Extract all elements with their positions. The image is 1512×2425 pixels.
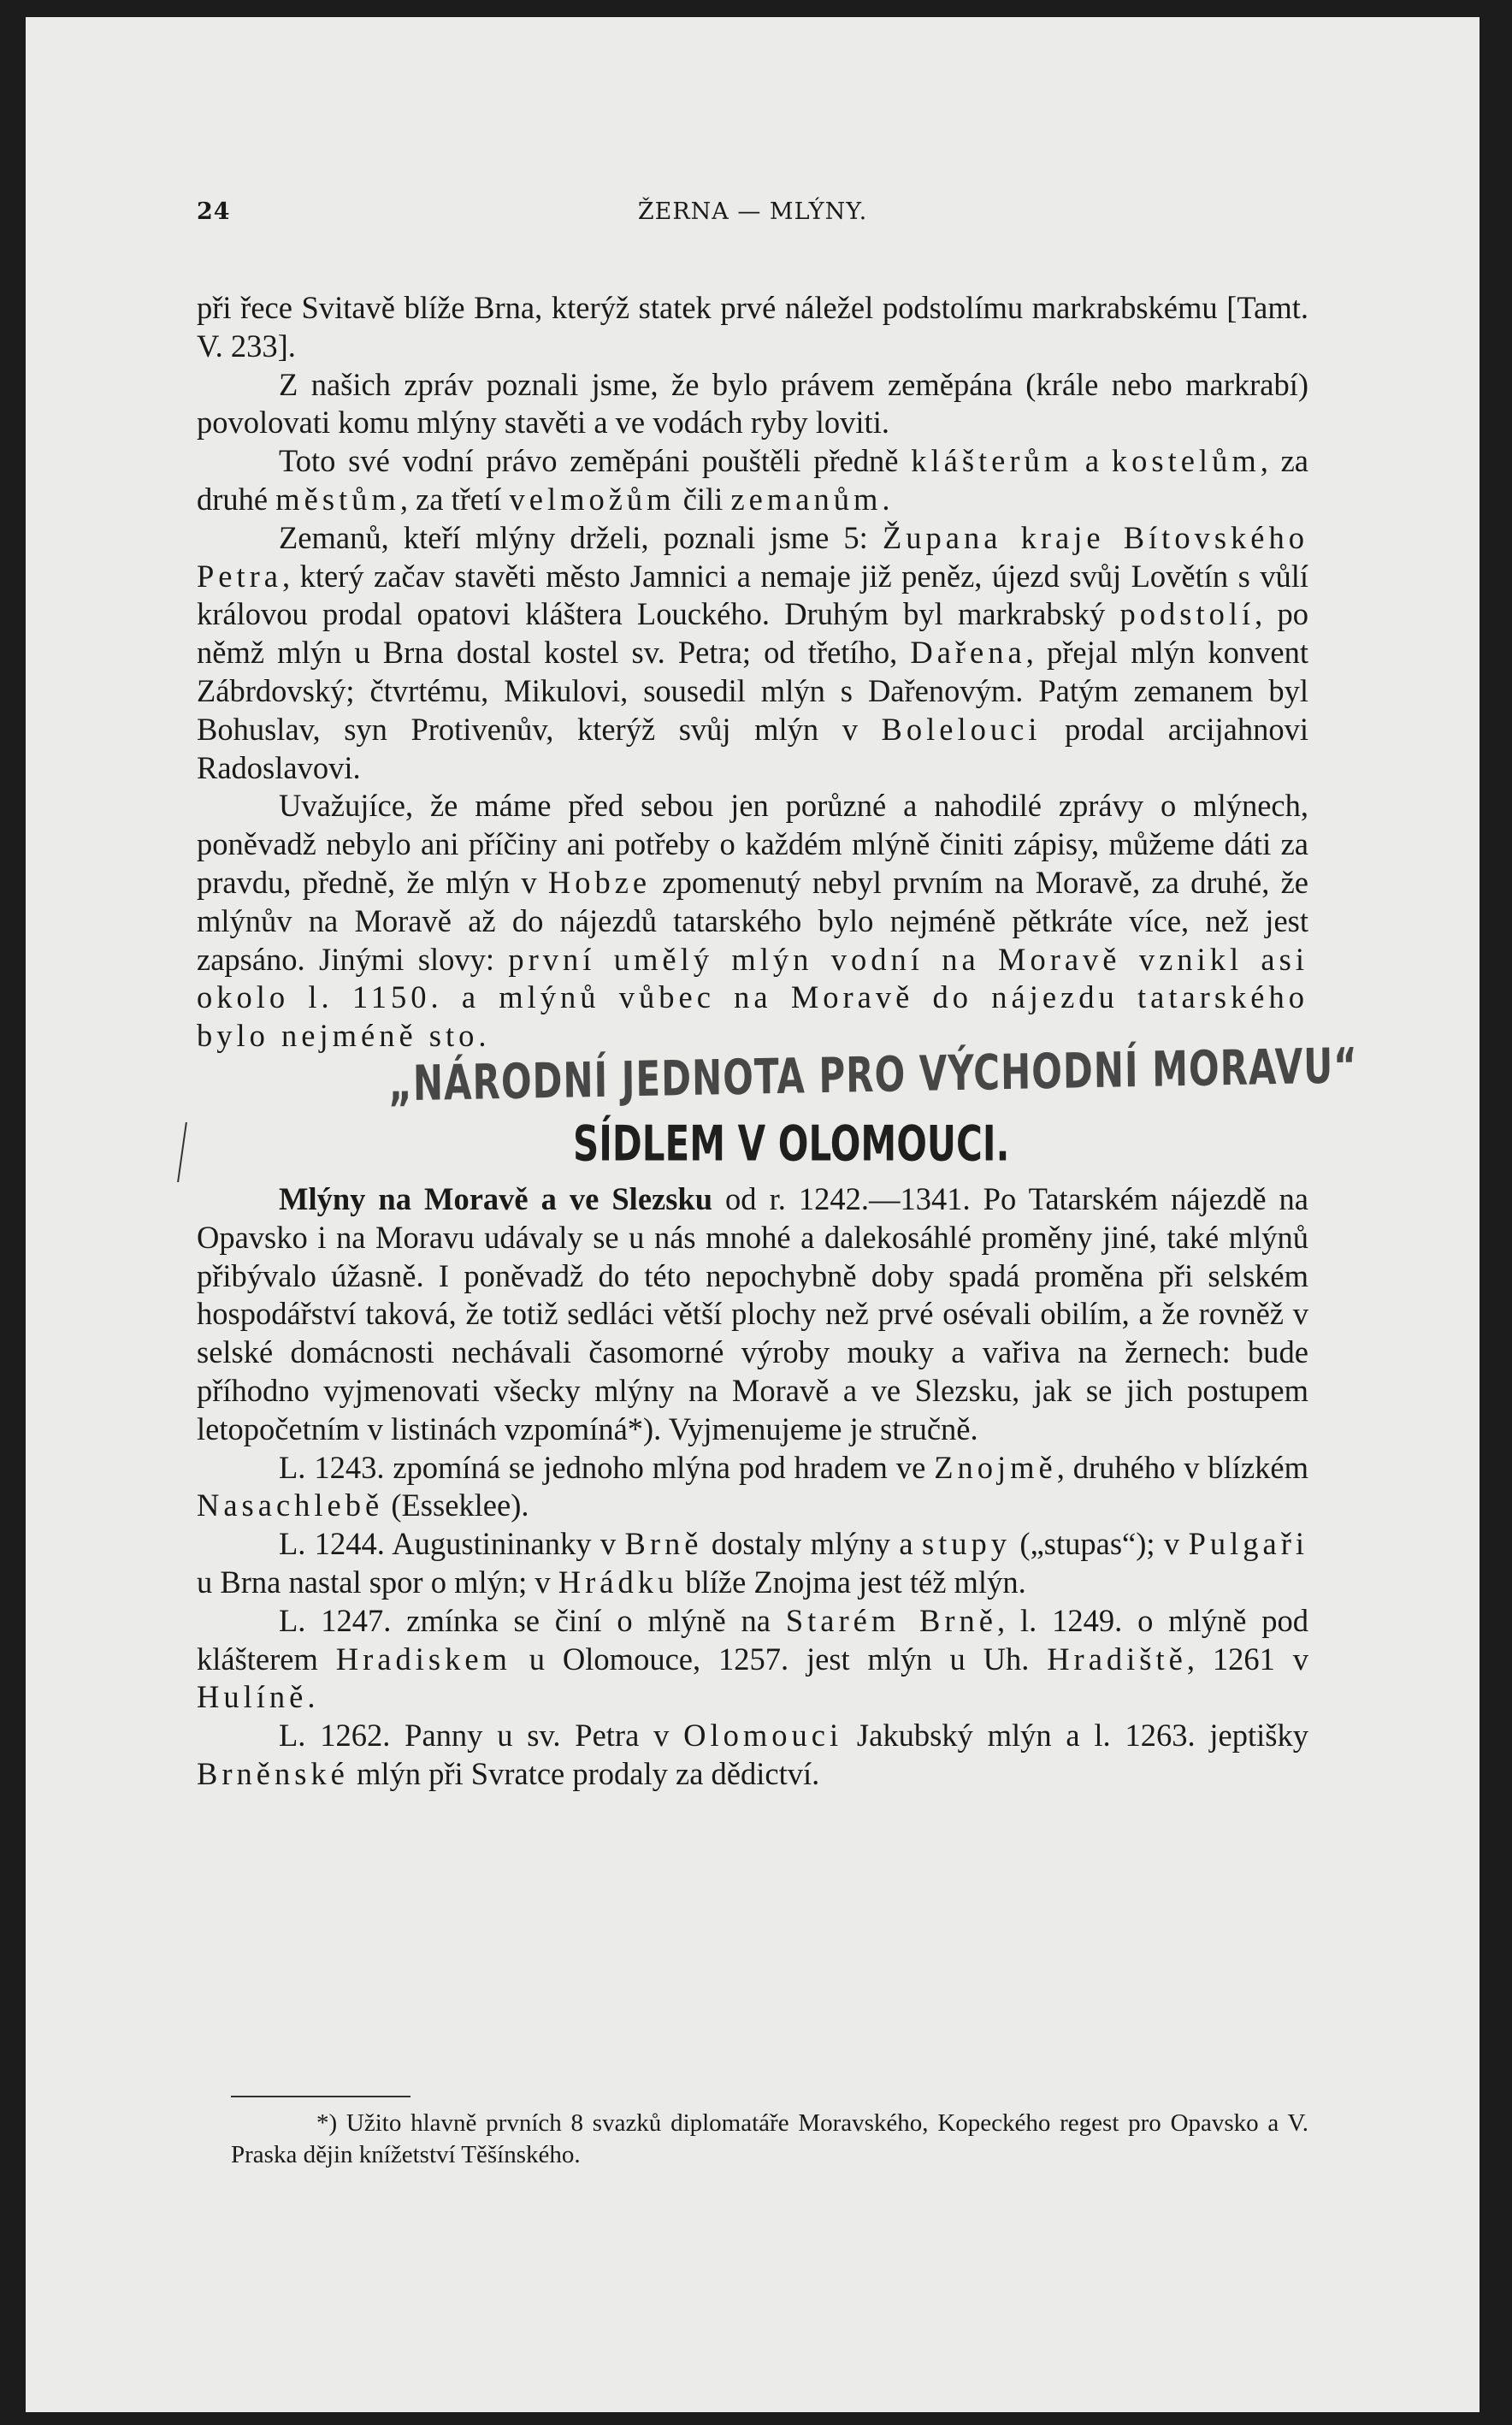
spaced-term: Znojmě: [934, 1449, 1057, 1485]
text-run: (Esseklee).: [383, 1488, 529, 1523]
spaced-term: městům: [275, 481, 400, 517]
spaced-term: podstolí: [1119, 596, 1255, 632]
text-run: , přejal mlýn konvent Zábrdovský; čtvrtému, Mikulovi, sousedil mlýn s Dařenovým. Patým zemanem byl Bohuslav, syn Protivenův, kterýž svůj mlýn v: [197, 635, 1308, 747]
text-run: mlýn při Svratce prodaly za dědictví.: [348, 1755, 820, 1791]
text-run: , 1261 v: [1186, 1641, 1308, 1677]
text-run: , l. 1249. o mlýně pod klášterem: [197, 1602, 1308, 1677]
text-run: .: [307, 1679, 316, 1715]
paragraph-10: [197, 1717, 1308, 1794]
spaced-term: Bolelouci: [881, 711, 1042, 747]
paragraph-8: [197, 1525, 1308, 1602]
text-run: , za třetí: [399, 481, 510, 517]
spaced-term: stupy: [921, 1526, 1012, 1562]
spaced-term: zemanům: [730, 481, 883, 517]
text-run: L. 1244. Augustininanky v: [279, 1526, 625, 1562]
text-run: L. 1243. zpomíná se jednoho mlýna pod hradem ve: [279, 1449, 935, 1485]
text-run: u Olomouce, 1257. jest mlýn u Uh.: [511, 1641, 1048, 1677]
page-header: [197, 198, 1308, 241]
text-run: , druhého v blízkém: [1056, 1449, 1308, 1485]
spaced-term: kostelům: [1111, 443, 1261, 479]
text-run: L. 1247. zmínka se činí o mlýně na: [279, 1602, 786, 1638]
text-run: Jakubský mlýn a l. 1263. jeptišky: [842, 1718, 1308, 1754]
spaced-term: Nasachlebě: [197, 1488, 384, 1523]
text-run: Zemanů, kteří mlýny drželi, poznali jsme 5:: [279, 519, 883, 555]
text-run: L. 1262. Panny u sv. Petra v: [279, 1718, 684, 1754]
text-run: prodal arcijahnovi Radoslavovi.: [197, 711, 1308, 785]
text-run: , za druhé: [197, 443, 1308, 517]
spaced-term: Hulíně: [197, 1679, 308, 1715]
footnote-text: *) Užito hlavně prvních 8 svazků diplomatáře Moravského, Kopeckého regest pro Opavsko a V. Praska dějin knížetství Těšínského.: [231, 2109, 1308, 2168]
text-run: čili: [675, 481, 731, 517]
spaced-term: Brněnské: [197, 1755, 349, 1791]
text-run: u Brna nastal spor o mlýn; v: [197, 1564, 558, 1600]
text-run: .: [882, 481, 890, 517]
spaced-term: Olomouci: [683, 1718, 843, 1754]
spaced-term: Dařena: [910, 635, 1026, 671]
running-title: ŽERNA — MLÝNY.: [637, 198, 868, 225]
spaced-term: Hradiskem: [335, 1641, 511, 1677]
library-stamp: [197, 1037, 1359, 1174]
paragraph-7: [197, 1449, 1308, 1526]
footnote-rule: [231, 2096, 410, 2097]
book-page: [26, 17, 1480, 2412]
text-run: zpomenutý nebyl prvním na Moravě, za druhé, že mlýnův na Moravě až do nájezdů tatarského bylo nejméně pětkráte více, než jest zapsáno. Jinými slovy:: [197, 864, 1309, 977]
paragraph-2: Z našich zpráv poznali jsme, že bylo právem zeměpána (krále nebo markrabí) povolovati komu mlýny stavěti a ve vodách ryby loviti.: [197, 366, 1308, 441]
paragraph-1: při řece Svitavě blíže Brna, kterýž statek prvé náležel podstolímu markrabskému [Tamt. V. 233].: [197, 290, 1308, 364]
spaced-term: Hradiště: [1047, 1641, 1187, 1677]
text-run: od r. 1242.—1341. Po Tatarském nájezdě na Opavsko i na Moravu udávaly se u nás mnohé a dalekosáhlé proměny jiné, také mlýnů přibývalo úžasně. I poněvadž do této nepochybně doby spadá proměna při selském hospodářství taková, že totiž sedláci větší plochy než prvé osévali obilím, a že rovněž v selské domácnosti nechávali časomorné výroby mouky a vařiva na žernech: bude příhodno vyjmenovati všecky mlýny na Moravě a ve Slezsku, jak se jich postupem letopočetním v listinách vzpomíná*). Vyjmenujeme je stručně.: [197, 1180, 1309, 1446]
text-run: a: [1072, 443, 1112, 479]
stamp-line-1: „NÁRODNÍ JEDNOTA PRO VÝCHODNÍ MORAVU“: [387, 1037, 1359, 1113]
text-run: Toto své vodní právo zeměpáni pouštěli předně: [279, 443, 912, 479]
paragraph-5: [197, 787, 1308, 1056]
text-run: , který začav stavěti město Jamnici a nemaje již peněz, újezd svůj Lovětín s vůlí královou prodal opatovi kláštera Louckého. Druhým byl markrabský: [197, 558, 1308, 632]
spaced-term: první umělý mlýn vodní na Moravě vznikl asi okolo l. 1150. a mlýnů vůbec na Moravě do nájezdu tatarského bylo nejméně sto.: [197, 941, 1308, 1054]
paragraph-9: [197, 1602, 1308, 1717]
text-run: , po němž mlýn u Brna dostal kostel sv. Petra; od třetího,: [197, 596, 1309, 671]
text-run: blíže Znojma jest též mlýn.: [677, 1564, 1026, 1600]
paragraph-4: [197, 519, 1308, 788]
spaced-term: velmožům: [509, 481, 676, 517]
text-run: Uvažujíce, že máme před sebou jen porůzné a nahodilé zprávy o mlýnech, poněvadž nebylo ani příčiny ani potřeby o každém mlýně činiti zápisy, můžeme dáti za pravdu, předně, že mlýn v: [197, 788, 1308, 900]
spaced-term: Hrádku: [558, 1564, 678, 1600]
spaced-term: Hobze: [547, 864, 652, 900]
stamp-line-2: SÍDLEM V OLOMOUCI.: [573, 1115, 1010, 1173]
spaced-term: klášterům: [911, 443, 1073, 479]
paragraph-6: [197, 1180, 1308, 1449]
text-run: („stupas“); v: [1011, 1526, 1189, 1562]
footnote: [231, 2108, 1308, 2171]
spaced-term: Župana kraje Bítovského Petra: [197, 519, 1308, 594]
section-heading: Mlýny na Moravě a ve Slezsku: [279, 1180, 713, 1216]
spaced-term: Pulgaři: [1188, 1526, 1308, 1562]
page-number: 24: [197, 198, 231, 225]
text-run: dostaly mlýny a: [702, 1526, 922, 1562]
body-text: [197, 289, 1359, 1794]
spaced-term: Brně: [624, 1526, 703, 1562]
spaced-term: Starém Brně: [785, 1602, 998, 1638]
paragraph-3: [197, 442, 1308, 519]
